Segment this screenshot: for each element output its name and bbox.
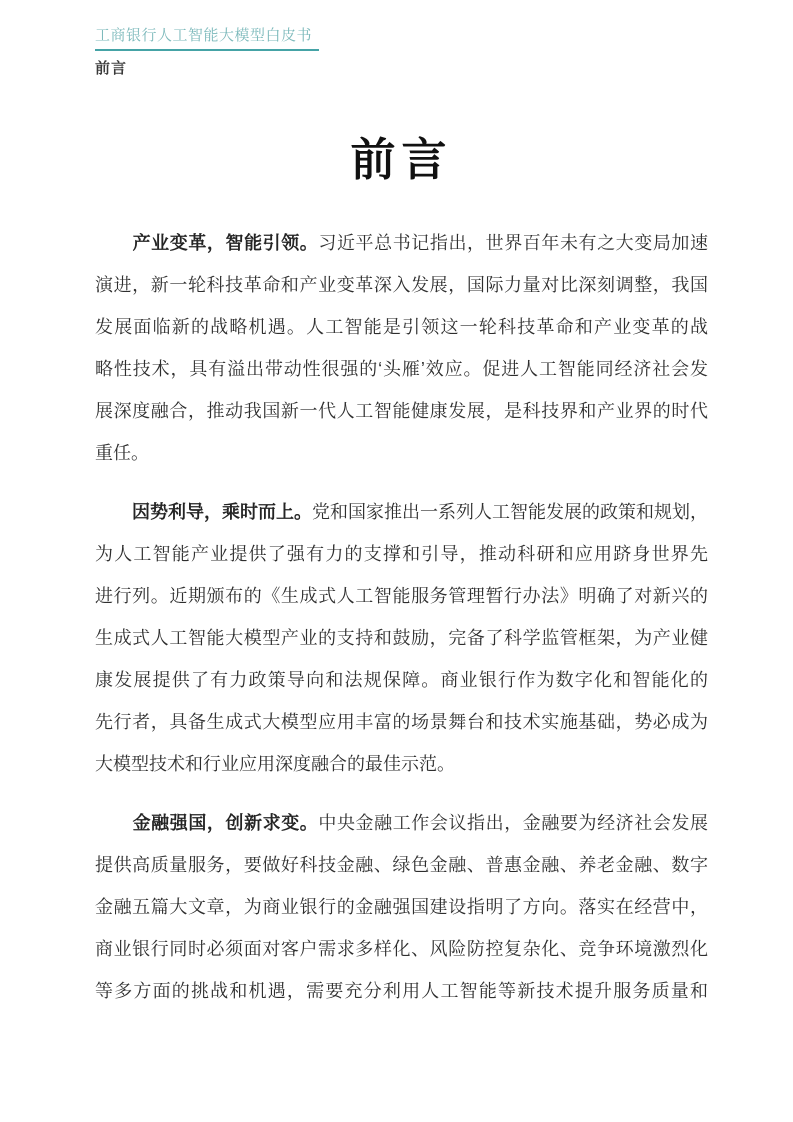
paragraph-line: 发展面临新的战略机遇。人工智能是引领这一轮科技革命和产业变革的战 [95,317,708,337]
paragraph-line: 为人工智能产业提供了强有力的支撑和引导，推动科研和应用跻身世界先 [95,544,708,564]
page-content [95,0,708,1012]
paragraph-line [95,222,708,264]
paragraph-line: 金融五篇大文章，为商业银行的金融强国建设指明了方向。落实在经营中， [95,897,708,917]
paragraph-line: 大模型技术和行业应用深度融合的最佳示范。 [95,754,455,774]
running-header [95,0,708,78]
paragraph-line [95,491,708,533]
paragraph-line: 展深度融合，推动我国新一代人工智能健康发展，是科技界和产业界的时代 [95,401,708,421]
paragraph-line-text: 党和国家推出一系列人工智能发展的政策和规划， [312,502,708,522]
paragraph-lead: 产业变革，智能引领。 [132,233,319,253]
paragraph-line: 生成式人工智能大模型产业的支持和鼓励，完备了科学监管框架，为产业健 [95,628,708,648]
paragraph-lead: 金融强国，创新求变。 [132,813,319,833]
paragraph-lead: 因势利导，乘时而上。 [132,502,312,522]
paragraph [95,491,708,785]
paragraph-line: 等多方面的挑战和机遇，需要充分利用人工智能等新技术提升服务质量和 [95,981,708,1001]
paragraph [95,802,708,1012]
paragraph-line: 商业银行同时必须面对客户需求多样化、风险防控复杂化、竞争环境激烈化 [95,939,708,959]
paragraph [95,222,708,474]
paragraph-line: 提供高质量服务，要做好科技金融、绿色金融、普惠金融、养老金融、数字 [95,855,708,875]
paragraph-line-text: 中央金融工作会议指出，金融要为经济社会发展 [318,813,709,833]
paragraph-line: 进行列。近期颁布的《生成式人工智能服务管理暂行办法》明确了对新兴的 [95,586,708,606]
paragraph-line: 康发展提供了有力政策导向和法规保障。商业银行作为数字化和智能化的 [95,670,708,690]
paragraph-line: 重任。 [95,443,149,463]
paragraph-line [95,802,708,844]
body-text [95,222,708,1012]
paragraph-line: 演进，新一轮科技革命和产业变革深入发展，国际力量对比深刻调整，我国 [95,275,708,295]
paragraph-line: 略性技术，具有溢出带动性很强的‘头雁’效应。促进人工智能同经济社会发 [95,359,708,379]
document-title-header: 工商银行人工智能大模型白皮书 [95,27,319,51]
paragraph-line: 先行者，具备生成式大模型应用丰富的场景舞台和技术实施基础，势必成为 [95,712,708,732]
page-title: 前言 [350,134,453,185]
paragraph-line-text: 习近平总书记指出，世界百年未有之大变局加速 [318,233,709,253]
section-label: 前言 [95,60,128,77]
